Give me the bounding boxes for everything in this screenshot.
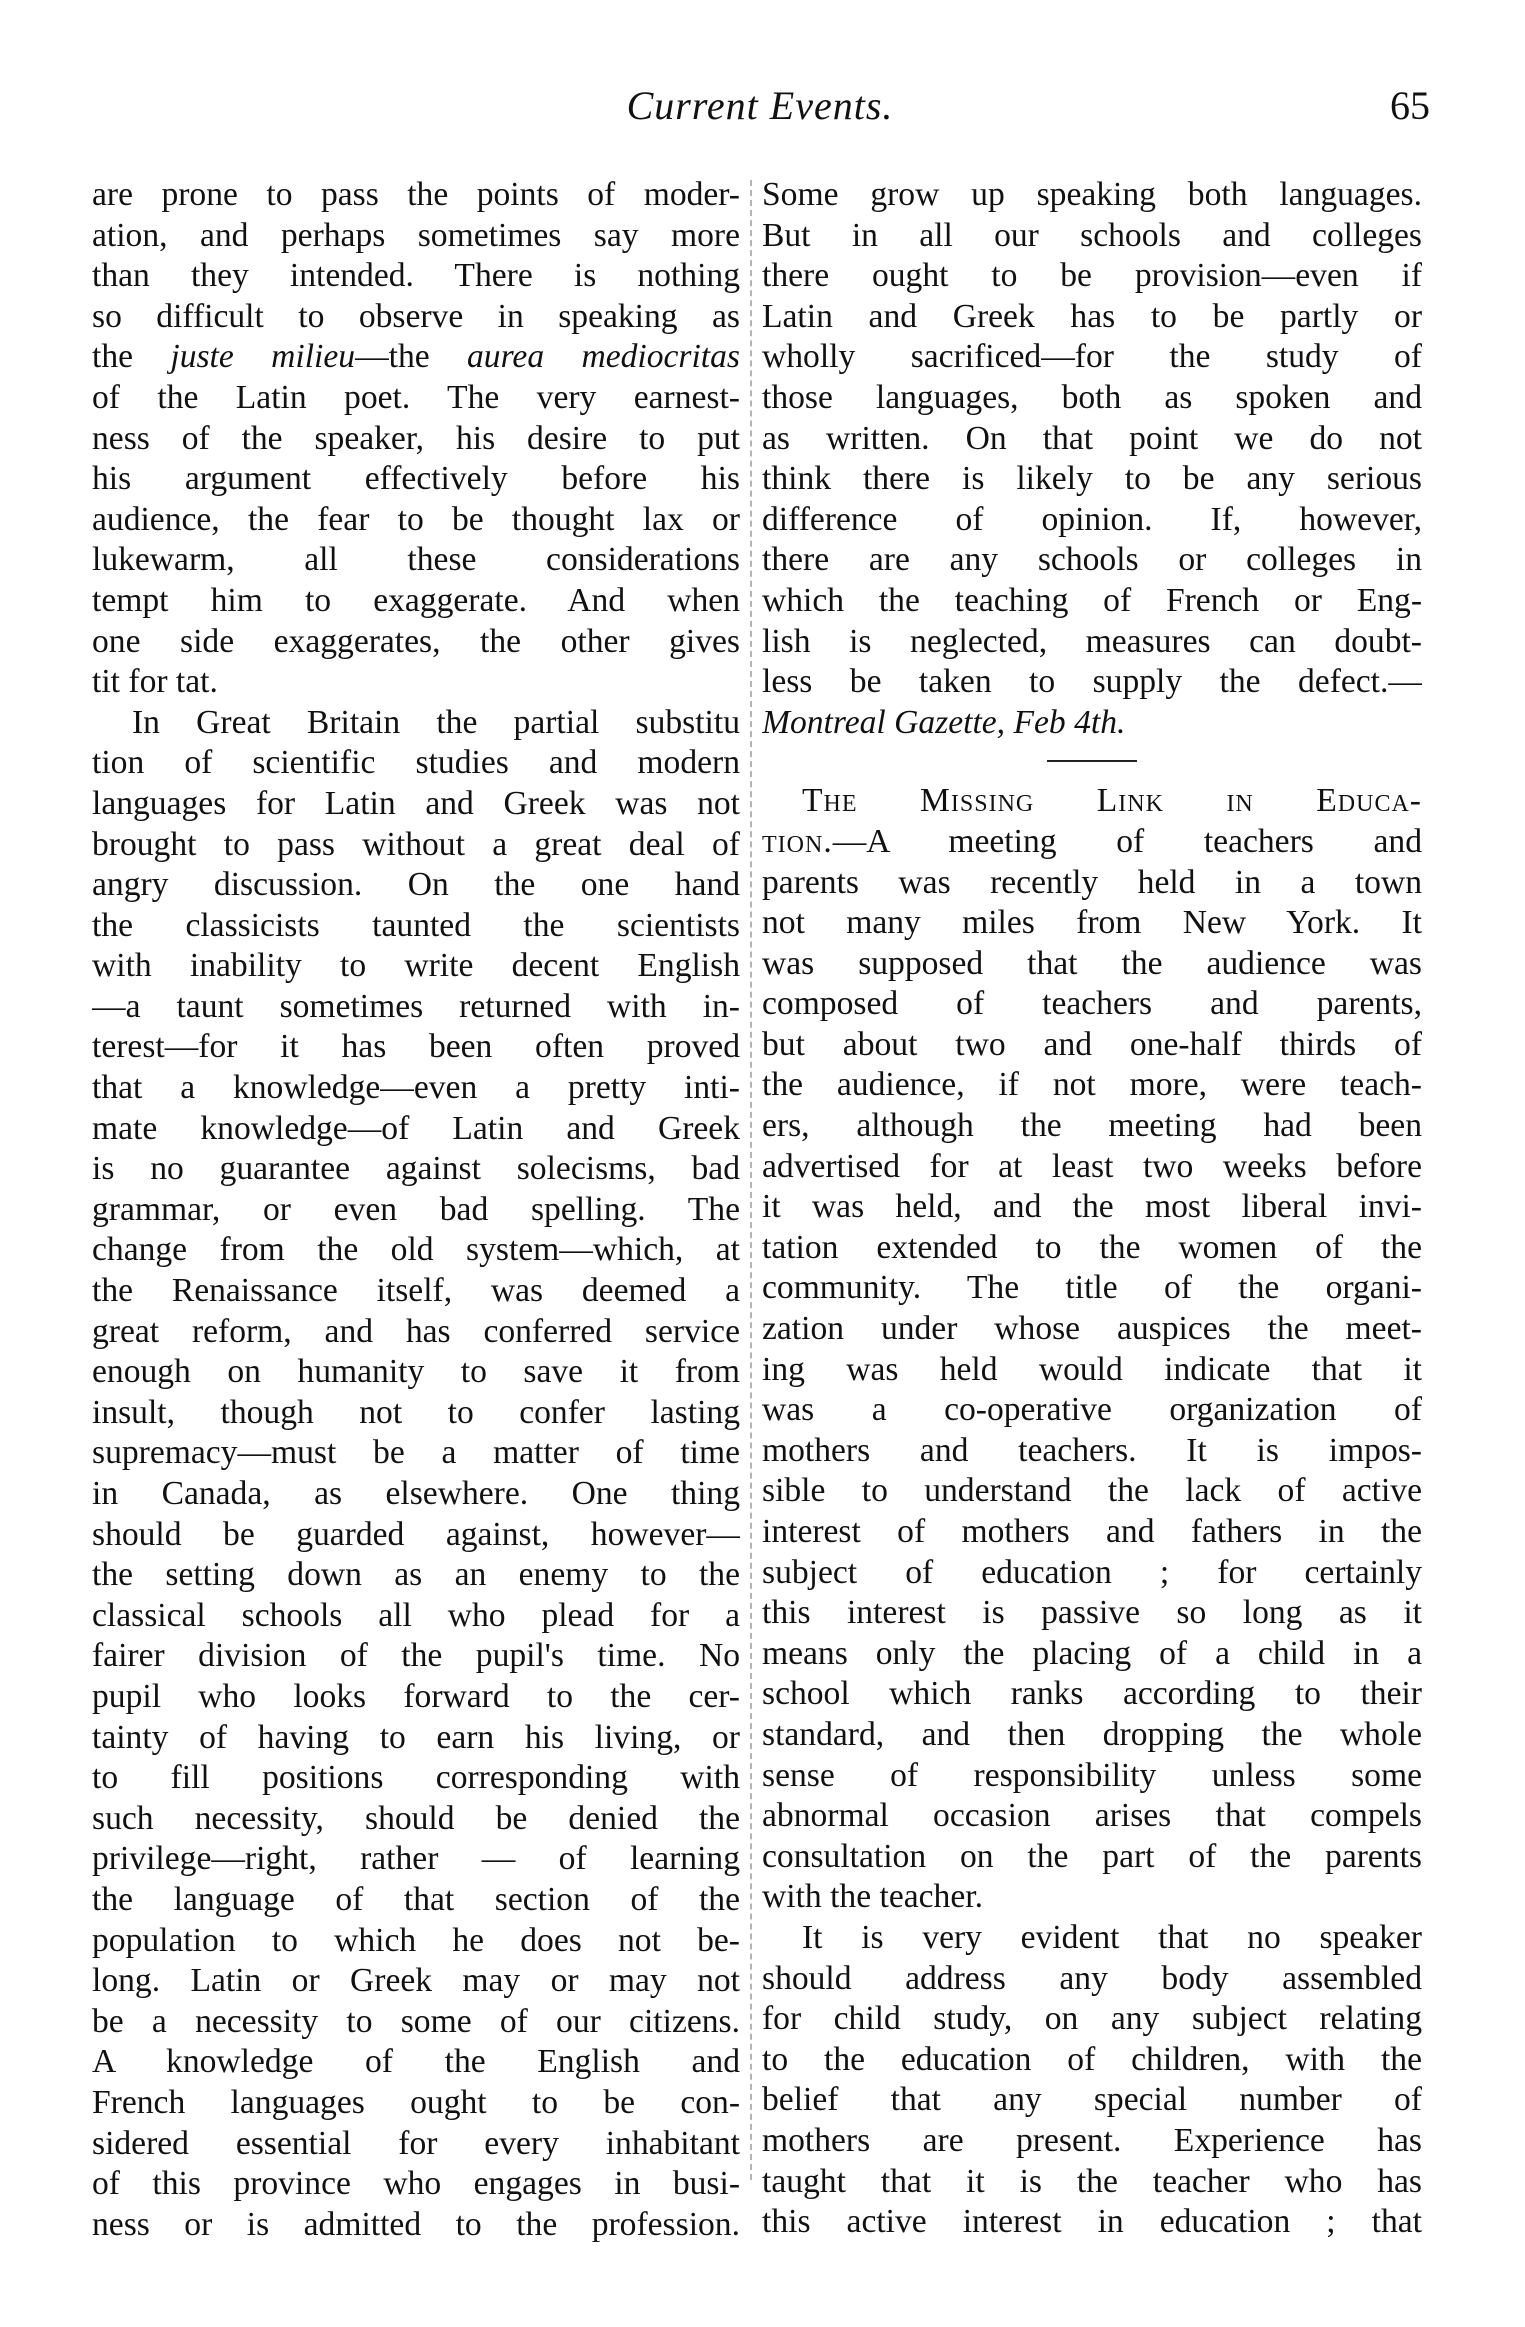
text-line: ers, although the meeting had been [762,1107,1422,1145]
text-line: wholly sacrificed—for the study of [762,338,1422,376]
text-line: supremacy—must be a matter of time [92,1434,740,1472]
text-line: composed of teachers and parents, [762,985,1422,1023]
text-line: with the teacher. [762,1878,983,1916]
text-line: tit for tat. [92,663,218,701]
text-line: not many miles from New York. It [762,904,1422,942]
text-line: are prone to pass the points of moder- [92,176,740,213]
text-line: lish is neglected, measures can doubt- [762,622,1422,660]
text-line: tion of scientific studies and modern [92,744,740,782]
text-line: the language of that section of the [92,1880,740,1918]
text-line: In Great Britain the partial substitu [132,703,740,741]
text-line: with inability to write decent English [92,947,740,985]
text-line: to the education of children, with the [762,2040,1422,2078]
text-line: this active interest in education ; that [762,2203,1422,2241]
text-line: classical schools all who plead for a [92,1596,740,1634]
text-line: ness of the speaker, his desire to put [92,419,740,457]
text-line: angry discussion. On the one hand [92,866,740,904]
text-line: A knowledge of the English and [92,2043,740,2081]
text-line: is no guarantee against solecisms, bad [92,1150,740,1188]
text-line: standard, and then dropping the whole [762,1715,1422,1753]
text-line: terest—for it has been often proved [92,1028,740,1066]
text-segment: —the [355,338,468,376]
text-line: Latin and Greek has to be partly or [762,297,1422,335]
text-line: there ought to be provision—even if [762,257,1422,295]
text-line: such necessity, should be denied the [92,1799,740,1837]
text-line: means only the placing of a child in a [762,1634,1422,1672]
text-line: ness or is admitted to the profession. [92,2205,740,2243]
text-line: sidered essential for every inhabitant [92,2124,740,2162]
text-line: of this province who engages in busi- [92,2165,740,2203]
text-segment: Montreal Gazette, Feb 4th. [762,703,1126,741]
section-rule [1047,760,1137,762]
text-segment: tion. [762,822,833,860]
text-line: tainty of having to earn his living, or [92,1718,740,1756]
text-line: ation, and perhaps sometimes say more [92,216,740,254]
text-line: French languages ought to be con- [92,2083,740,2121]
text-line: of the Latin poet. The very earnest- [92,378,740,416]
text-line: less be taken to supply the defect.— [762,663,1422,701]
text-line: great reform, and has conferred service [92,1312,740,1350]
text-segment: aurea mediocritas [467,338,740,376]
text-segment: —A meeting of teachers and [832,822,1422,860]
text-line: subject of education ; for certainly [762,1553,1422,1591]
text-line: insult, though not to confer lasting [92,1393,740,1431]
text-segment: The Missing Link in Educa- [802,782,1422,820]
page-number: 65 [1390,83,1430,128]
text-line: so difficult to observe in speaking as [92,297,740,335]
text-line: pupil who looks forward to the cer- [92,1677,740,1715]
text-segment: juste milieu [170,338,356,376]
text-line: mothers and teachers. It is impos- [762,1431,1422,1469]
text-line: taught that it is the teacher who has [762,2162,1422,2200]
text-line: languages for Latin and Greek was not [92,784,740,822]
text-line: privilege—right, rather — of learning [92,1840,740,1878]
text-line [762,822,1422,863]
text-line: be a necessity to some of our citizens. [92,2002,740,2040]
text-line: should address any body assembled [762,1959,1422,1997]
text-line: that a knowledge—even a pretty inti- [92,1069,740,1107]
text-line: difference of opinion. If, however, [762,500,1422,538]
text-line: —a taunt sometimes returned with in- [92,987,740,1025]
text-line: one side exaggerates, the other gives [92,622,740,660]
text-line: the audience, if not more, were teach- [762,1066,1422,1104]
text-line: It is very evident that no speaker [802,1918,1422,1956]
text-line: tation extended to the women of the [762,1228,1422,1266]
text-line: to fill positions corresponding with [92,1759,740,1797]
text-line: zation under whose auspices the meet- [762,1310,1422,1348]
text-line [762,703,1422,744]
text-line: it was held, and the most liberal invi- [762,1188,1422,1226]
text-line: audience, the fear to be thought lax or [92,500,740,538]
text-line: But in all our schools and colleges [762,216,1422,254]
text-line: Some grow up speaking both languages. [762,176,1422,213]
text-line: as written. On that point we do not [762,419,1422,457]
text-line: the Renaissance itself, was deemed a [92,1272,740,1310]
text-line: fairer division of the pupil's time. No [92,1637,740,1675]
text-line: mothers are present. Experience has [762,2121,1422,2159]
text-line: his argument effectively before his [92,460,740,498]
text-line: was a co-operative organization of [762,1391,1422,1429]
text-line [762,781,1422,822]
text-line: parents was recently held in a town [762,863,1422,901]
text-line: the classicists taunted the scientists [92,906,740,944]
running-title: Current Events. [626,83,894,128]
running-head [90,78,1430,138]
left-column [92,175,740,2245]
text-line: this interest is passive so long as it [762,1594,1422,1632]
text-line: should be guarded against, however— [92,1515,740,1553]
text-line: school which ranks according to their [762,1675,1422,1713]
text-line: mate knowledge—of Latin and Greek [92,1109,740,1147]
right-column [762,175,1422,2243]
text-line: interest of mothers and fathers in the [762,1513,1422,1550]
text-line: grammar, or even bad spelling. The [92,1190,740,1228]
text-line [92,337,740,378]
text-line: but about two and one-half thirds of [762,1025,1422,1063]
text-line: the setting down as an enemy to the [92,1556,740,1594]
text-line: consultation on the part of the parents [762,1837,1422,1875]
text-line: sense of responsibility unless some [762,1756,1422,1794]
article-missing-link [762,781,1422,2242]
text-line: abnormal occasion arises that compels [762,1797,1422,1835]
article-ending [762,175,1422,743]
text-line: belief that any special number of [762,2081,1422,2119]
text-line: long. Latin or Greek may or may not [92,1962,740,2000]
text-segment: the [92,338,171,376]
text-line: population to which he does not be- [92,1921,740,1959]
text-line: tempt him to exaggerate. And when [92,581,740,619]
text-line: in Canada, as elsewhere. One thing [92,1475,740,1512]
text-line: enough on humanity to save it from [92,1353,740,1391]
text-line: was supposed that the audience was [762,944,1422,982]
text-line: sible to understand the lack of active [762,1472,1422,1510]
text-line: brought to pass without a great deal of [92,825,740,863]
text-line: think there is likely to be any serious [762,460,1422,498]
text-line: lukewarm, all these considerations [92,541,740,579]
text-line: there are any schools or colleges in [762,541,1422,579]
text-line: ing was held would indicate that it [762,1350,1422,1388]
text-line: community. The title of the organi- [762,1269,1422,1307]
text-line: change from the old system—which, at [92,1231,740,1269]
text-line: than they intended. There is nothing [92,257,740,295]
text-line: those languages, both as spoken and [762,378,1422,416]
column-divider [750,180,752,2180]
text-line: for child study, on any subject relating [762,2000,1422,2038]
text-line: which the teaching of French or Eng- [762,581,1422,619]
text-line: advertised for at least two weeks before [762,1147,1422,1185]
